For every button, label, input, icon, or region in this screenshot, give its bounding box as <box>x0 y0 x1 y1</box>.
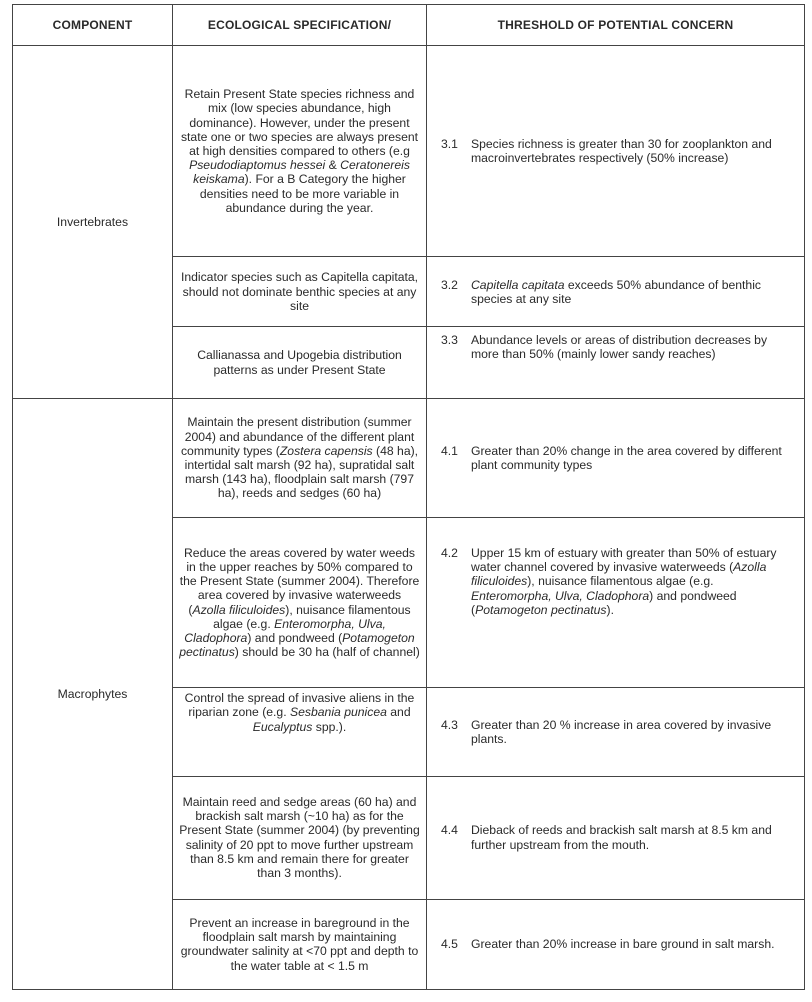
threshold-text: Capitella capitata exceeds 50% abundance of benthic species at any site <box>471 277 761 306</box>
threshold-cell <box>427 517 805 687</box>
threshold-cell <box>427 688 805 776</box>
header-threshold: THRESHOLD OF POTENTIAL CONCERN <box>427 5 805 46</box>
threshold-cell <box>427 398 805 517</box>
italic-species-name: Potamogeton pectinatus <box>475 602 607 617</box>
threshold-number: 4.1 <box>441 443 458 458</box>
italic-species-name: Enteromorpha, Ulva, Cladophora <box>184 616 386 646</box>
italic-species-name: Capitella capitata <box>471 277 565 292</box>
italic-species-name: Zostera capensis <box>279 443 373 458</box>
italic-species-name: Sesbania punicea <box>289 705 387 720</box>
specification-cell: Reduce the areas covered by water weeds in the upper reaches by 50% compared to the Present State (summer 2004). Therefore area covered by invasive waterweeds (Azolla filiculoides), nuisance filamentous algae (e.g. Enteromorpha, Ulva, Cladophora) and pondweed (Potamogeton pectinatus) should be 30 ha (half of channel) <box>173 517 427 687</box>
threshold-number: 4.4 <box>441 823 458 838</box>
threshold-number: 4.5 <box>441 937 458 952</box>
threshold-text: Abundance levels or areas of distribution decreases by more than 50% (mainly lower sandy reaches) <box>471 333 768 362</box>
specification-cell: Prevent an increase in bareground in the floodplain salt marsh by maintaining groundwater salinity at <70 ppt and depth to the water table at < 1.5 m <box>173 899 427 989</box>
table-row <box>13 46 805 257</box>
threshold-text: Upper 15 km of estuary with greater than 50% of estuary water channel covered by invasive waterweeds (Azolla filiculoides), nuisance filamentous algae (e.g. Enteromorpha, Ulva, Cladophora) and pondweed (Potamogeton pectinatus). <box>471 545 777 617</box>
component-invertebrates: Invertebrates <box>13 46 173 399</box>
specification-cell: Retain Present State species richness and mix (low species abundance, high dominance). However, under the present state one or two species are always present at high densities compared to others (e.g Pseudodiaptomus hessei & Ceratonereis keiskama). For a B Category the higher densities need to be more variable in abundance during the year. <box>173 46 427 257</box>
threshold-cell <box>427 257 805 327</box>
threshold-cell <box>427 327 805 399</box>
specification-cell: Callianassa and Upogebia distribution patterns as under Present State <box>173 327 427 399</box>
header-component: COMPONENT <box>13 5 173 46</box>
document-page <box>12 4 804 990</box>
header-specification: ECOLOGICAL SPECIFICATION/ <box>173 5 427 46</box>
threshold-number: 3.1 <box>441 136 458 151</box>
italic-species-name: Potamogeton pectinatus <box>179 631 415 660</box>
italic-species-name: Eucalyptus <box>252 719 313 734</box>
specification-cell: Indicator species such as Capitella capitata, should not dominate benthic species at any site <box>173 257 427 327</box>
table-header-row <box>13 5 805 46</box>
threshold-text: Greater than 20% change in the area covered by different plant community types <box>471 443 782 472</box>
threshold-text: Dieback of reeds and brackish salt marsh at 8.5 km and further upstream from the mouth. <box>471 823 772 852</box>
threshold-cell <box>427 46 805 257</box>
italic-species-name: Ceratonereis keiskama <box>193 158 410 187</box>
threshold-number: 4.3 <box>441 717 458 732</box>
table-row <box>13 398 805 517</box>
threshold-text: Greater than 20 % increase in area covered by invasive plants. <box>471 717 772 746</box>
threshold-number: 3.2 <box>441 277 458 292</box>
italic-species-name: Pseudodiaptomus hessei <box>189 158 326 173</box>
threshold-number: 3.3 <box>441 333 458 348</box>
specification-cell: Maintain the present distribution (summer 2004) and abundance of the different plant community types (Zostera capensis (48 ha), intertidal salt marsh (92 ha), supratidal salt marsh (143 ha), floodplain salt marsh (797 ha), reeds and sedges (60 ha) <box>173 398 427 517</box>
threshold-text: Species richness is greater than 30 for zooplankton and macroinvertebrates respectively (50% increase) <box>471 136 772 166</box>
specification-cell: Control the spread of invasive aliens in the riparian zone (e.g. Sesbania punicea and Eucalyptus spp.). <box>173 688 427 776</box>
threshold-cell <box>427 776 805 899</box>
ecological-specification-table <box>12 4 805 990</box>
italic-species-name: Enteromorpha, Ulva, Cladophora <box>471 588 650 603</box>
threshold-text: Greater than 20% increase in bare ground in salt marsh. <box>471 937 775 952</box>
threshold-cell <box>427 899 805 989</box>
italic-species-name: Azolla filiculoides <box>471 560 767 589</box>
component-macrophytes: Macrophytes <box>13 398 173 989</box>
specification-cell: Maintain reed and sedge areas (60 ha) and brackish salt marsh (~10 ha) as for the Present State (summer 2004) (by preventing salinity of 20 ppt to move further upstream than 8.5 km and remain there for greater than 3 months). <box>173 776 427 899</box>
threshold-number: 4.2 <box>441 545 458 560</box>
italic-species-name: Azolla filiculoides <box>192 602 286 617</box>
